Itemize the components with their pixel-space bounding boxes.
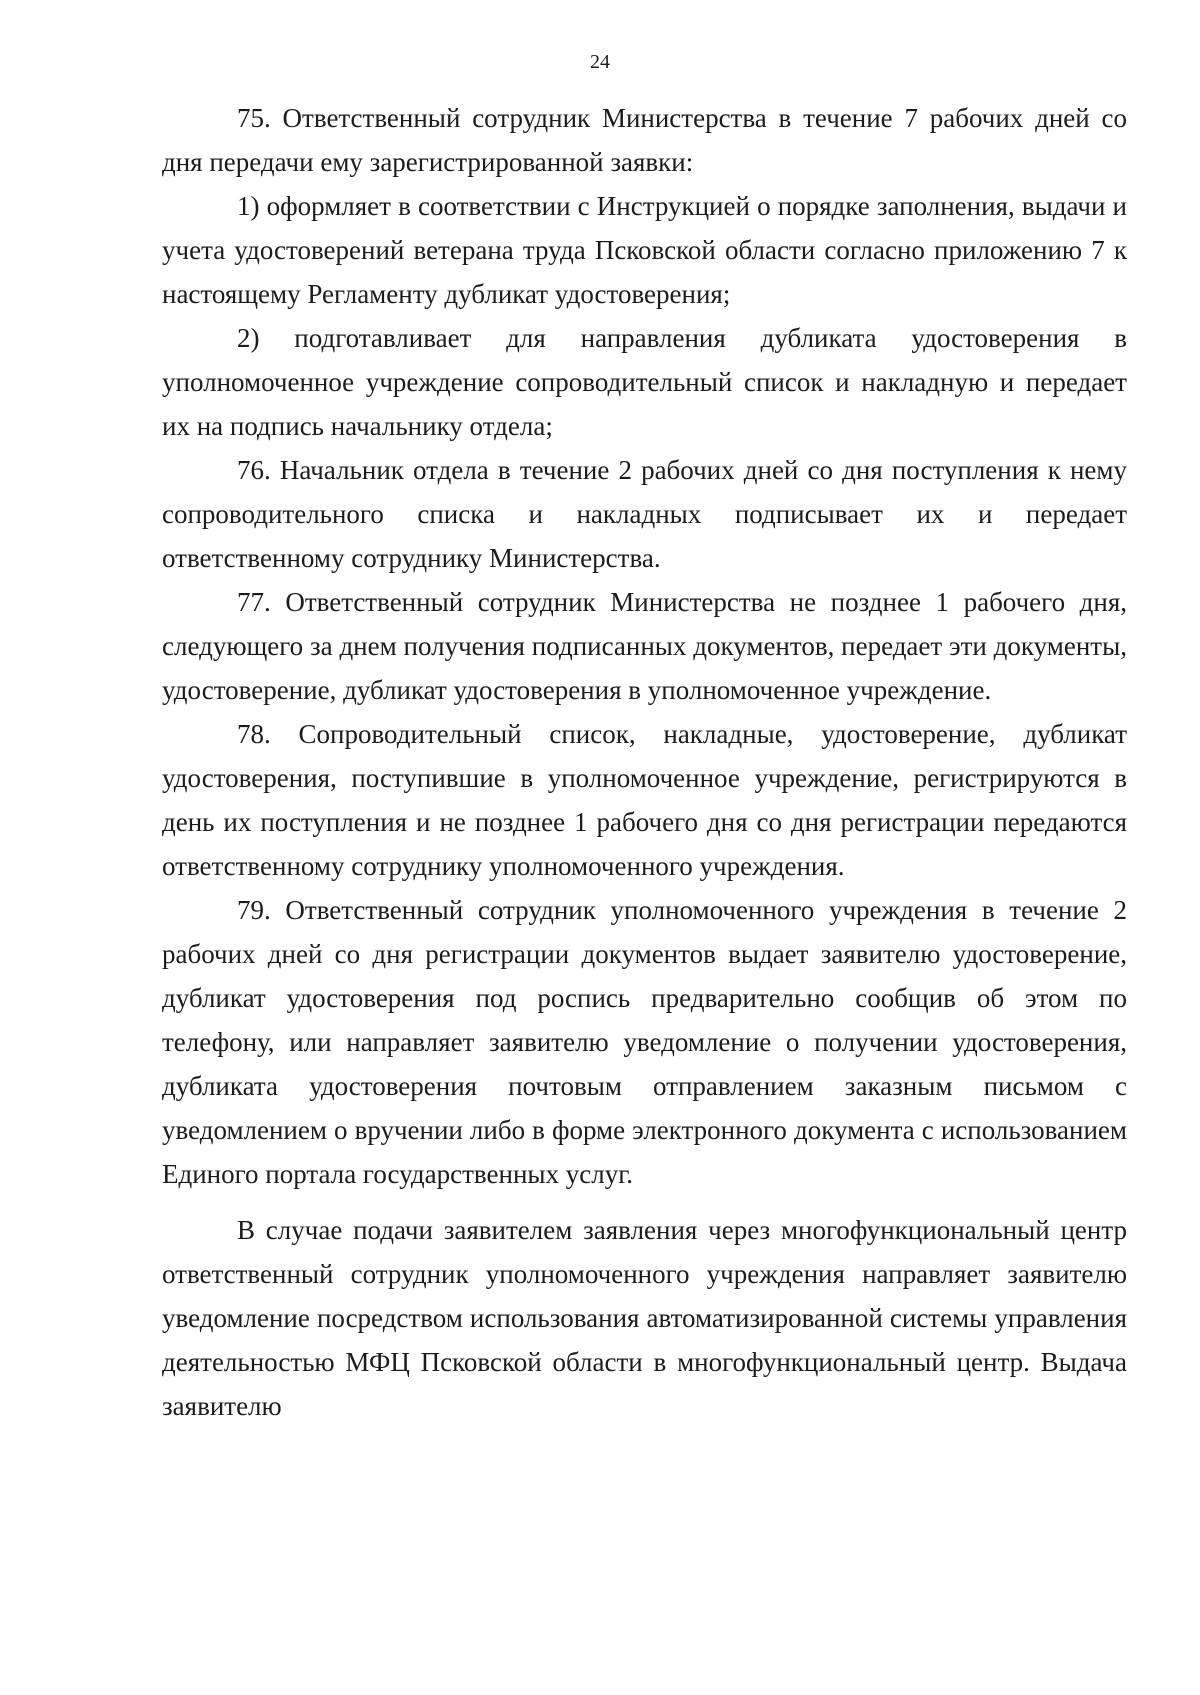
paragraph-75-item-1: 1) оформляет в соответствии с Инструкцией о порядке заполнения, выдачи и учета удостоверений ветерана труда Псковской области согласно приложению 7 к настоящему Регламенту дубликат удостоверения; — [162, 191, 1127, 309]
paragraph-mfc-case: В случае подачи заявителем заявления через многофункциональный центр ответственный сотрудник уполномоченного учреждения направляет заявителю уведомление посредством использования автоматизированной системы управления деятельностью МФЦ Псковской области в многофункциональный центр. Выдача заявителю — [162, 1215, 1127, 1421]
document-body — [162, 96, 1127, 1428]
page-number: 24 — [590, 51, 610, 73]
paragraph-75: 75. Ответственный сотрудник Министерства в течение 7 рабочих дней со дня передачи ему зарегистрированной заявки: — [162, 103, 1127, 177]
paragraph-76: 76. Начальник отдела в течение 2 рабочих дней со дня поступления к нему сопроводительного списка и накладных подписывает их и передает ответственному сотруднику Министерства. — [162, 455, 1127, 573]
paragraph-79: 79. Ответственный сотрудник уполномоченного учреждения в течение 2 рабочих дней со дня регистрации документов выдает заявителю удостоверение, дубликат удостоверения под роспись предварительно сообщив об этом по телефону, или направляет заявителю уведомление о получении удостоверения, дубликата удостоверения почтовым отправлением заказным письмом с уведомлением о вручении либо в форме электронного документа с использованием Единого портала государственных услуг. — [162, 895, 1127, 1189]
paragraph-75-item-2: 2) подготавливает для направления дубликата удостоверения в уполномоченное учреждение сопроводительный список и накладную и передает их на подпись начальнику отдела; — [162, 323, 1127, 441]
paragraph-77: 77. Ответственный сотрудник Министерства не позднее 1 рабочего дня, следующего за днем получения подписанных документов, передает эти документы, удостоверение, дубликат удостоверения в уполномоченное учреждение. — [162, 587, 1127, 705]
paragraph-78: 78. Сопроводительный список, накладные, удостоверение, дубликат удостоверения, поступившие в уполномоченное учреждение, регистрируются в день их поступления и не позднее 1 рабочего дня со дня регистрации передаются ответственному сотруднику уполномоченного учреждения. — [162, 719, 1127, 881]
